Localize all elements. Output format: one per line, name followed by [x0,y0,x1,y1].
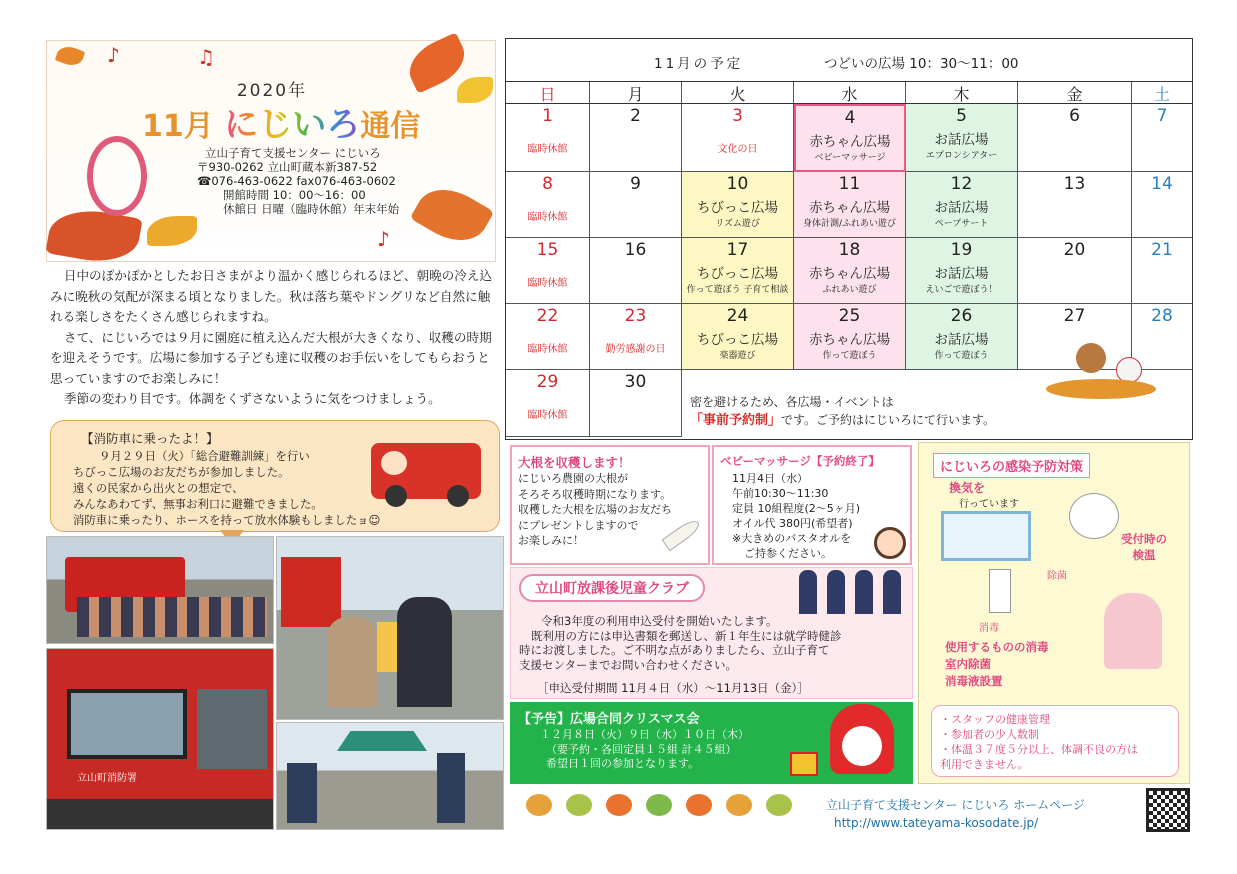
intro-paragraph: 日中のぽかぽかとしたお日さまがより温かく感じられるほど、朝晩の冷え込みに晩秋の気配が深まる頃となりました。秋は落ち葉やドングリなど自然に触れる楽しさをたくさん感じられますね。 [50,268,493,324]
event-name: お話広場 [934,332,989,348]
day-note: 臨時休館 [527,144,568,155]
tree-icon [726,794,752,816]
day-number: 22 [536,306,559,326]
day-cell [506,104,590,172]
year: 2020年 [236,81,308,101]
window-icon [941,511,1031,561]
event-detail: ペープサート [934,219,989,229]
day-cell [794,238,906,304]
day-cell [590,304,682,370]
day-cell [682,104,794,172]
day-number: 10 [726,174,749,194]
daikon-body: にじいろ農園の大根が そろそろ収穫時期になります。 収穫した大根を広場のお友だち にプレゼントしますので お楽しみに！ [518,472,672,547]
day-cell [794,304,906,370]
cat-thermometer-icon [1069,493,1119,539]
day-cell [506,370,590,437]
photo-outdoor-tent [276,722,504,830]
weekday-1: 月 [590,82,682,104]
day-cell [590,172,682,238]
truck-label: 立山町消防署 [77,773,137,784]
event-name: 赤ちゃん広場 [809,134,891,150]
day-cell [682,238,794,304]
calendar-header [506,39,1192,82]
day-cell [794,104,906,172]
tree-icon [766,794,792,816]
xmas-body: １２月８日（火）９日（水）１０日（木） （要予約・各回定員１５組 計４５組） 希望日１回の参加となります。 [540,728,749,770]
event-name: 赤ちゃん広場 [809,266,890,282]
ventilation-sub: 行っています [959,499,1019,510]
day-cell [906,172,1018,238]
day-number: 30 [624,372,647,392]
event-detail: 作って遊ぼう [934,351,989,361]
day-number: 14 [1151,174,1173,194]
day-cell [506,304,590,370]
day-number: 17 [726,240,749,260]
woman-mask-icon [1104,593,1162,669]
day-number: 28 [1151,306,1173,326]
infect-title: にじいろの感染予防対策 [933,453,1090,478]
day-note: 文化の日 [717,144,758,155]
day-number: 7 [1156,106,1168,126]
event-name: ちびっこ広場 [697,332,778,348]
day-number: 9 [630,174,641,194]
day-cell [1132,238,1192,304]
day-number: 8 [542,174,553,194]
day-number: 18 [838,240,861,260]
weekday-5: 金 [1018,82,1132,104]
calendar-title: 11月の予定 [654,56,744,72]
music-note-icon: ♪ [107,43,120,67]
day-cell [590,238,682,304]
event-detail: えいごで遊ぼう！ [925,285,998,295]
day-number: 23 [624,306,647,326]
day-number: 29 [536,372,559,392]
day-cell [682,304,794,370]
day-cell [1018,104,1132,172]
mother-baby-icon [874,527,906,559]
day-cell [794,172,906,238]
day-number: 26 [950,306,973,326]
music-note-icon: ♪ [377,227,390,251]
tree-icon [646,794,672,816]
music-note-icon: ♫ [197,45,215,69]
event-detail: リズム遊び [715,219,760,229]
reservation-notice [690,393,995,430]
day-number: 27 [1063,306,1086,326]
event-name: 赤ちゃん広場 [809,332,890,348]
newsletter-header [46,40,496,262]
tree-row [526,794,816,832]
day-number: 12 [950,174,973,194]
notice-line: 密を避けるため、各広場・イベントは [690,395,894,409]
notice-emphasis: 「事前予約制」 [690,413,782,428]
photo-hose-experience [276,536,504,720]
club-body: 令和3年度の利用申込受付を開始いたします。 既利用の方には申込書類を郵送し、新１年生には就学時健診 時にお渡しました。ご不明な点がありましたら、立山子育て 支援センターまでお問い合わせください。 [519,614,842,672]
day-cell [1132,104,1192,172]
gift-icon [790,752,818,776]
day-number: 4 [844,108,856,128]
shodoku-label: 消毒 [979,623,999,634]
homepage-url[interactable]: http://www.tateyama-kosodate.jp/ [834,816,1039,830]
temperature-label: 受付時の 検温 [1121,532,1167,562]
tree-icon [566,794,592,816]
event-name: ちびっこ広場 [697,266,778,282]
event-name: お話広場 [934,200,989,216]
santa-icon [830,704,894,774]
day-number: 5 [956,106,967,126]
event-detail: 作って遊ぼう 子育て相談 [686,285,789,295]
day-number: 3 [732,106,743,126]
baby-massage-box [712,445,912,565]
daikon-harvest-box [510,445,710,565]
day-note: 臨時休館 [527,410,568,421]
event-name: ちびっこ広場 [697,200,778,216]
title-nijiiro: にじいろ [224,105,361,145]
event-detail: エプロンシアター [925,151,998,161]
day-cell [506,238,590,304]
center-name: 立山子育て支援センター にじいろ [205,146,381,160]
leaf-icon [55,43,86,69]
weekday-6: 土 [1132,82,1192,104]
day-number: 21 [1151,240,1173,260]
day-cell [682,172,794,238]
day-number: 25 [838,306,861,326]
photo-firetruck-group [46,536,274,644]
photo-firetruck-cab [46,648,274,830]
day-number: 15 [536,240,559,260]
day-number: 19 [950,240,973,260]
day-number: 16 [624,240,647,260]
infect-title-wrap [927,451,1096,480]
day-number: 1 [542,106,553,126]
postal-address: 〒930-0262 立山町蔵本新387-52 [197,160,378,174]
day-note: 臨時休館 [527,344,568,355]
event-name: お話広場 [934,266,989,282]
phone-fax: ☎076-463-0622 fax076-463-0602 [197,174,396,188]
day-cell [1018,238,1132,304]
calendar-hours: つどいの広場 10：30〜11：00 [824,56,1019,72]
qr-code-icon[interactable] [1146,788,1190,832]
day-cell [1132,172,1192,238]
tree-icon [686,794,712,816]
day-cell [906,238,1018,304]
massage-title: ベビーマッサージ【予約終了】 [720,454,880,468]
event-name: 赤ちゃん広場 [809,200,890,216]
day-cell [506,172,590,238]
day-cell [590,370,682,437]
day-note: 臨時休館 [527,212,568,223]
after-school-club-box [510,567,913,699]
tree-icon [606,794,632,816]
treble-clef-icon [87,136,147,216]
intro-text [50,266,500,410]
footer [510,788,1195,838]
opening-hours: 開館時間 10：00〜16：00 [223,188,366,202]
xmas-title: 【予告】広場合同クリスマス会 [518,712,700,727]
title-tsushin: 通信 [360,109,421,144]
health-rules: ・スタッフの健康管理 ・参加者の少人数制 ・体温３７度５分以上、体調不良の方は 利用できません。 [931,705,1179,777]
maple-leaf-icon [410,177,495,254]
children-illustration [795,570,907,620]
day-number: 11 [838,174,861,194]
day-number: 2 [630,106,641,126]
homepage-title: 立山子育て支援センター にじいろ ホームページ [826,798,1085,812]
event-detail: ベビーマッサージ [814,153,886,163]
sanitizer-bottle-icon [989,569,1011,613]
maple-leaf-icon [45,204,142,269]
jokin-label: 除菌 [1047,571,1067,582]
tree-icon [526,794,552,816]
leaf-icon [147,216,197,246]
event-detail: ふれあい遊び [822,285,877,295]
notice-line: です。ご予約はにじいろにて行います。 [781,413,996,427]
christmas-notice-box [510,702,913,784]
firetruck-bubble [50,420,500,532]
firetruck-icon [371,443,481,499]
firetruck-body: ９月２９日（火）「総合避難訓練」を行い ちびっこ広場のお友だちが参加しました。 遠くの民家から出火との想定で、 みんなあわてず、無事お利口に避難できました。 消防車に乗ったり、ホースを持って放水体験もしましたョ☺ [73,449,381,527]
day-note: 勤労感謝の日 [605,344,666,355]
weekday-0: 日 [506,82,590,104]
day-cell [1018,172,1132,238]
day-number: 20 [1063,240,1086,260]
day-cell [590,104,682,172]
disinfect-list: 使用するものの消毒 室内除菌 消毒液設置 [945,640,1049,688]
event-detail: 身体計測/ふれあい遊び [802,219,897,229]
day-cell [906,304,1018,370]
title-month: 11月 [142,109,214,144]
event-detail: 作って遊ぼう [822,351,877,361]
massage-body: 11月4日（水） 午前10:30〜11:30 定員 10組程度(2〜5ヶ月) オイル代 380円(希望者) ※大きめのバスタオルを ご持参ください。 [732,472,861,560]
ventilation-label: 換気を [949,481,986,495]
day-number: 13 [1063,174,1086,194]
event-detail: 楽器遊び [719,351,756,361]
weekday-3: 水 [794,82,906,104]
event-calendar [505,38,1193,440]
club-period: ［申込受付期間 11月４日（水）〜11月13日（金）］ [537,681,809,695]
newsletter-title [142,97,420,146]
closed-days: 休館日 日曜（臨時休館）年末年始 [223,202,400,216]
intro-paragraph: さて、にじいろでは９月に園庭に植え込んだ大根が大きくなり、収穫の時期を迎えそうです。広場に参加する子ども達に収穫のお手伝いをしてもらおうと思っていますのでお楽しみに！ [50,329,492,386]
intro-paragraph: 季節の変わり目です。体調をくずさないように気をつけましょう。 [63,391,441,406]
event-name: お話広場 [934,132,989,148]
day-note: 臨時休館 [527,278,568,289]
center-info [197,146,399,216]
weekday-4: 木 [906,82,1018,104]
day-cell [906,104,1018,172]
club-title: 立山町放課後児童クラブ [519,574,705,602]
day-number: 6 [1069,106,1080,126]
firetruck-title: 【消防車に乗ったよ！】 [81,431,219,446]
bear-squirrel-illustration [1046,335,1156,405]
weekday-2: 火 [682,82,794,104]
daikon-title: 大根を収穫します！ [518,455,631,470]
infection-prevention-box [918,442,1190,784]
day-number: 24 [726,306,749,326]
